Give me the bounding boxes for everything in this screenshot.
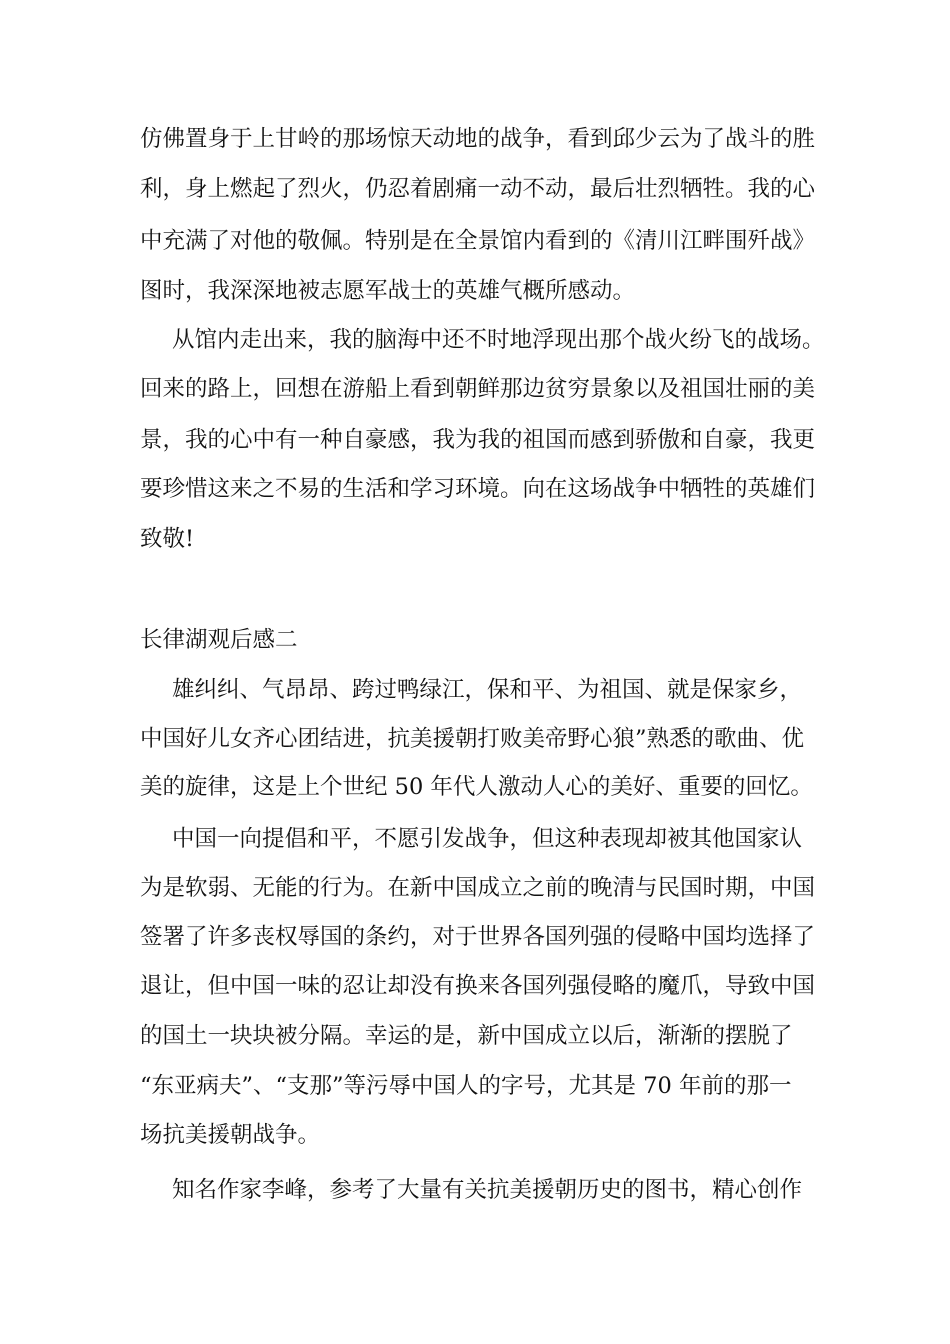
text-line: 场抗美援朝战争。 xyxy=(140,1122,321,1148)
text-line: 景，我的心中有一种自豪感，我为我的祖国而感到骄傲和自豪，我更 xyxy=(140,427,816,453)
text-line: 美的旋律，这是上个世纪 50 年代人激动人心的美好、重要的回忆。 xyxy=(140,774,813,800)
text-line: 退让，但中国一味的忍让却没有换来各国列强侵略的魔爪，导致中国 xyxy=(140,973,816,999)
text-line: “东亚病夫”、“支那”等污辱中国人的字号，尤其是 70 年前的那一 xyxy=(140,1073,792,1099)
text-line: 知名作家李峰，参考了大量有关抗美援朝历史的图书，精心创作 xyxy=(172,1177,803,1203)
text-line: 回来的路上，回想在游船上看到朝鲜那边贫穷景象以及祖国壮丽的美 xyxy=(140,376,816,402)
text-line: 要珍惜这来之不易的生活和学习环境。向在这场战争中牺牲的英雄们 xyxy=(140,476,816,502)
text-line: 从馆内走出来，我的脑海中还不时地浮现出那个战火纷飞的战场。 xyxy=(172,327,825,353)
text-line: 为是软弱、无能的行为。在新中国成立之前的晚清与民国时期，中国 xyxy=(140,875,816,901)
text-line: 签署了许多丧权辱国的条约，对于世界各国列强的侵略中国均选择了 xyxy=(140,924,816,950)
text-line: 中国一向提倡和平，不愿引发战争，但这种表现却被其他国家认 xyxy=(172,826,803,852)
section-title: 长律湖观后感二 xyxy=(140,627,298,653)
text-line: 的国土一块块被分隔。幸运的是，新中国成立以后，渐渐的摆脱了 xyxy=(140,1023,793,1049)
text-line: 图时，我深深地被志愿军战士的英雄气概所感动。 xyxy=(140,278,636,304)
text-line: 仿佛置身于上甘岭的那场惊天动地的战争，看到邱少云为了战斗的胜 xyxy=(140,126,816,152)
text-line: 中国好儿女齐心团结进，抗美援朝打败美帝野心狼”熟悉的歌曲、优 xyxy=(140,726,805,752)
text-line: 利，身上燃起了烈火，仍忍着剧痛一动不动，最后壮烈牺牲。我的心 xyxy=(140,176,816,202)
text-line: 中充满了对他的敬佩。特别是在全景馆内看到的《清川江畔围歼战》 xyxy=(140,228,816,254)
text-line: 致敬! xyxy=(140,526,195,552)
text-line: 雄纠纠、气昂昂、跨过鸭绿江，保和平、为祖国、就是保家乡， xyxy=(172,677,803,703)
